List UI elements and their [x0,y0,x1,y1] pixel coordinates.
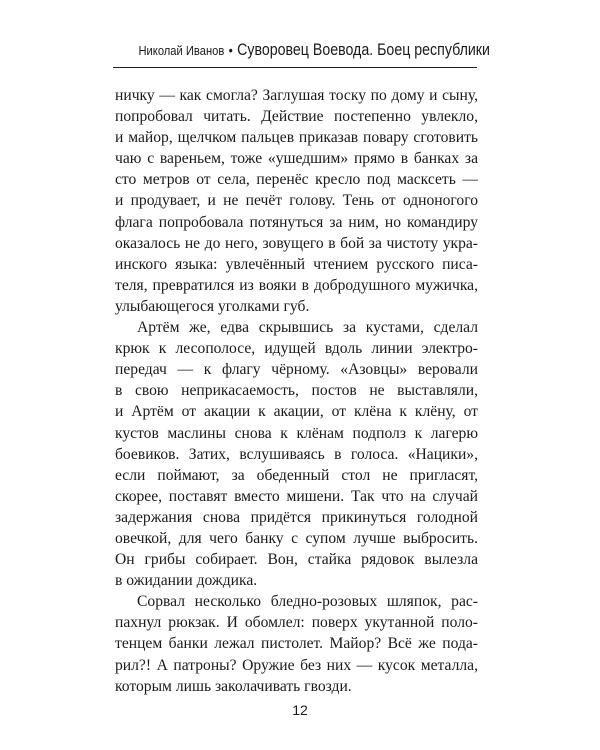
header-separator: • [228,42,233,58]
text-line: ничку — как смогла? Заглушая тоску по дому и сыну, [115,87,478,104]
text-line: Он грибы собирает. Вон, стайка рядовок вылезла [115,551,478,569]
text-line: пахнул рюкзак. И обомлел: поверх укутанной поло- [115,614,478,632]
text-line: теля, превратился из вояки в добродушного мужичка, [115,276,478,294]
text-line: и майор, щелчком пальцев приказав повару сготовить [115,129,478,147]
text-line: флага попробовала потянуться за ним, но командиру [115,213,478,231]
text-line: овечкой, для чего банку с супом лучше выбросить. [115,529,478,547]
text-line: в свою неприкасаемость, постов не выставляли, [115,382,478,400]
paragraph [115,591,478,696]
text-line: которым лишь заколачивать гвозди. [115,677,352,695]
text-line: рил?! А патроны? Оружие без них — кусок металла, [115,656,478,674]
text-line: инского языка: увлечённый чтением русского писа- [115,255,478,273]
text-line: и Артём от акации к акации, от клёна к клёну, от [115,403,478,421]
text-line: оказалось не до него, зовущего в бой за чистоту укра- [115,234,478,252]
text-line: задержания снова придётся прикинуться голодной [115,508,478,526]
text-line: сто метров от села, перенёс кресло под масксеть — [115,171,478,189]
header-author: Николай Иванов [138,43,225,58]
page-body-text [115,85,478,697]
text-line: и продувает, и не печёт голову. Тень от одноногого [115,192,478,210]
header-title: Суворовец Воевода. Боец республики [237,41,490,59]
text-line: передач — к флагу чёрному. «Азовцы» веровали [115,361,478,379]
text-line: тенцем банки лежал пистолет. Майор? Всё же пода- [115,635,478,653]
text-line: попробовал читать. Действие постепенно увлекло, [115,108,478,126]
text-line: если поймают, за обеденный стол не пригласят, [115,466,478,484]
text-line: Артём же, едва скрывшись за кустами, сделал [137,319,478,337]
page-number: 12 [292,702,308,718]
text-line: улыбающегося уголками губ. [115,297,310,315]
text-line: Сорвал несколько бледно-розовых шляпок, рас- [137,593,478,611]
text-line: кустов маслины снова к клёнам подполз к лагерю [115,424,478,442]
text-line: боевиков. Затих, вслушиваясь в голоса. «Нацики», [115,445,478,463]
text-line: скорее, поставят вместо мишени. Так что на случай [115,487,478,505]
text-line: чаю с вареньем, тоже «ушедшим» прямо в банках за [115,150,478,168]
text-line: в ожидании дождика. [115,572,258,590]
running-header [138,41,490,65]
paragraph [115,85,478,317]
text-line: крюк к лесополосе, идущей вдоль линии электро- [115,340,478,358]
paragraph [115,317,478,591]
header-rule [113,67,477,68]
